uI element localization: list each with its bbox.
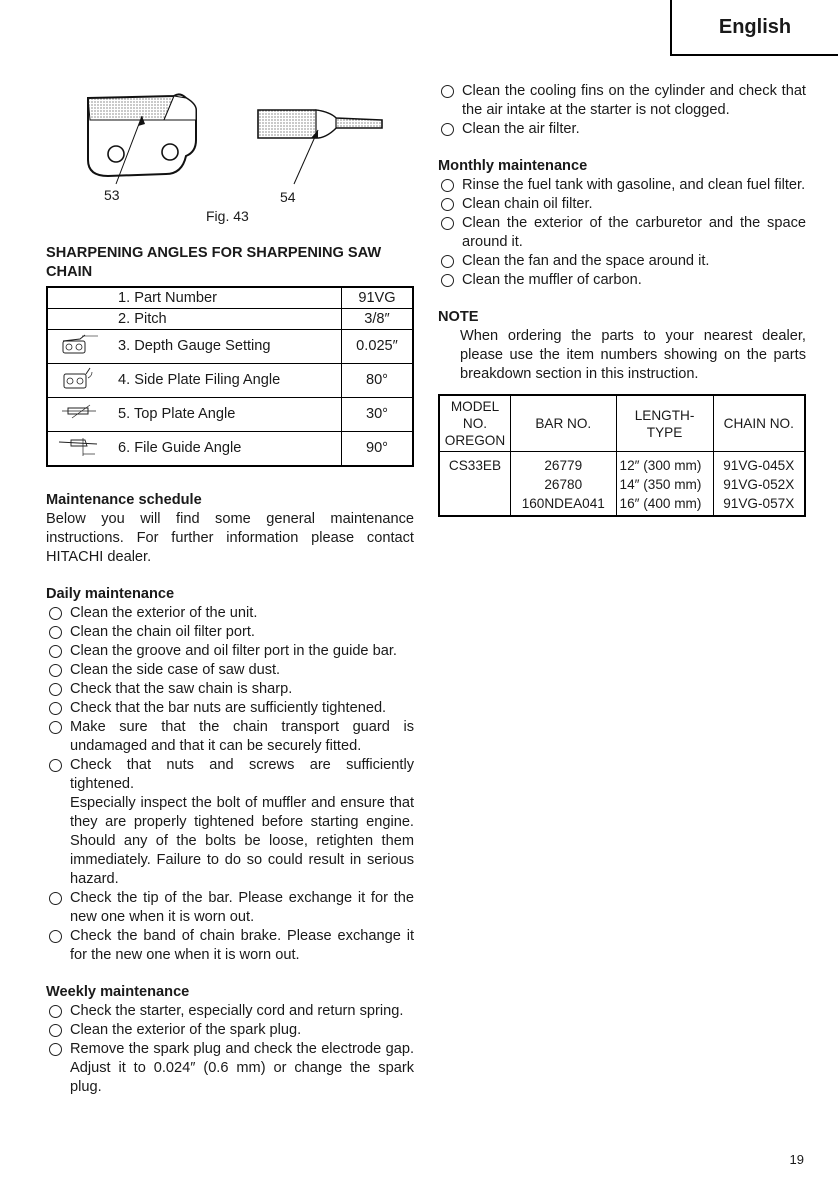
daily-list-continued (46, 889, 414, 965)
figure-caption: Fig. 43 (206, 208, 249, 224)
table-row (47, 330, 413, 364)
list-item: Clean the fan and the space around it. (438, 252, 806, 271)
row-label: 3. Depth Gauge Setting (112, 330, 342, 364)
list-item: Clean the exterior of the unit. (46, 604, 414, 623)
right-column (438, 82, 806, 517)
page-number: 19 (789, 1152, 804, 1167)
language-label: English (718, 15, 792, 38)
schedule-title: Maintenance schedule (46, 492, 202, 508)
figure-43 (46, 80, 414, 230)
daily-list (46, 604, 414, 794)
table-row (439, 452, 805, 476)
table-row (47, 309, 413, 330)
note-text: When ordering the parts to your nearest dealer, please use the item numbers showing on the parts breakdown section in this instruction. (460, 328, 806, 382)
table-row (47, 398, 413, 432)
bar-cell: 160NDEA041 (511, 494, 617, 516)
list-item: Check that nuts and screws are sufficiently tightened. (46, 756, 414, 794)
row-label: 2. Pitch (112, 309, 342, 330)
list-item: Clean chain oil filter. (438, 195, 806, 214)
model-cell: CS33EB (439, 452, 511, 517)
row-value: 30° (342, 398, 414, 432)
bar-cell: 26780 (511, 475, 617, 494)
list-item: Remove the spark plug and check the electrode gap. Adjust it to 0.024″ (0.6 mm) or change the spark plug. (46, 1040, 414, 1097)
sharpening-title: SHARPENING ANGLES FOR SHARPENING SAW CHAIN (46, 245, 382, 280)
monthly-list (438, 176, 806, 290)
list-item: Clean the chain oil filter port. (46, 623, 414, 642)
row-value: 80° (342, 364, 414, 398)
list-item: Check the starter, especially cord and return spring. (46, 1002, 414, 1021)
list-item: Clean the cooling fins on the cylinder and check that the air intake at the starter is not clogged. (438, 82, 806, 120)
row-label: 4. Side Plate Filing Angle (112, 364, 342, 398)
row-value: 91VG (342, 287, 414, 309)
table-header-row (439, 395, 805, 452)
row-label: 5. Top Plate Angle (112, 398, 342, 432)
list-item: Make sure that the chain transport guard is undamaged and that it can be securely fitted. (46, 718, 414, 756)
row-label: 6. File Guide Angle (112, 432, 342, 467)
header-model: MODEL NO. OREGON (439, 395, 511, 452)
schedule-intro: Below you will find some general maintenance instructions. For further information please contact HITACHI dealer. (46, 511, 414, 565)
left-column (46, 80, 414, 1097)
daily-title: Daily maintenance (46, 586, 175, 602)
weekly-title: Weekly maintenance (46, 984, 190, 1000)
monthly-title: Monthly maintenance (438, 158, 588, 174)
chain-cell: 91VG-052X (713, 475, 805, 494)
row-label: 1. Part Number (112, 287, 342, 309)
chain-table (438, 394, 806, 517)
header-bar: BAR NO. (511, 395, 617, 452)
list-item: Clean the muffler of carbon. (438, 271, 806, 290)
depth-gauge-icon (60, 333, 100, 355)
header-chain: CHAIN NO. (713, 395, 805, 452)
chain-cell: 91VG-045X (713, 452, 805, 476)
daily-note-paragraph: Especially inspect the bolt of muffler and ensure that they are properly tightened before starting engine. Should any of the bolts be loose, retighten them immediately. Failure to do so could result in serious hazard. (70, 795, 414, 887)
weekly-list (46, 1002, 414, 1097)
list-item: Clean the exterior of the spark plug. (46, 1021, 414, 1040)
row-value: 90° (342, 432, 414, 467)
row-value: 0.025″ (342, 330, 414, 364)
list-item: Check that the saw chain is sharp. (46, 680, 414, 699)
top-plate-angle-icon (60, 402, 100, 422)
list-item: Clean the exterior of the carburetor and the space around it. (438, 214, 806, 252)
length-cell: 16″ (400 mm) (616, 494, 713, 516)
header-length: LENGTH-TYPE (616, 395, 713, 452)
sharpening-table (46, 286, 414, 467)
table-row (47, 364, 413, 398)
row-value: 3/8″ (342, 309, 414, 330)
language-tab (670, 0, 838, 56)
list-item: Clean the groove and oil filter port in the guide bar. (46, 642, 414, 661)
file-guide-angle-icon (57, 434, 103, 458)
figure-label-54: 54 (280, 189, 296, 205)
table-row (47, 287, 413, 309)
weekly-list-continued (438, 82, 806, 139)
list-item: Check the tip of the bar. Please exchange it for the new one when it is worn out. (46, 889, 414, 927)
list-item: Clean the air filter. (438, 120, 806, 139)
side-plate-angle-icon (60, 366, 100, 390)
length-cell: 12″ (300 mm) (616, 452, 713, 476)
length-cell: 14″ (350 mm) (616, 475, 713, 494)
bar-cell: 26779 (511, 452, 617, 476)
list-item: Check the band of chain brake. Please exchange it for the new one when it is worn out. (46, 927, 414, 965)
list-item: Check that the bar nuts are sufficiently tightened. (46, 699, 414, 718)
note-title: NOTE (438, 309, 479, 325)
list-item: Clean the side case of saw dust. (46, 661, 414, 680)
figure-label-53: 53 (104, 187, 120, 203)
chain-cell: 91VG-057X (713, 494, 805, 516)
list-item: Rinse the fuel tank with gasoline, and clean fuel filter. (438, 176, 806, 195)
table-row (47, 432, 413, 467)
